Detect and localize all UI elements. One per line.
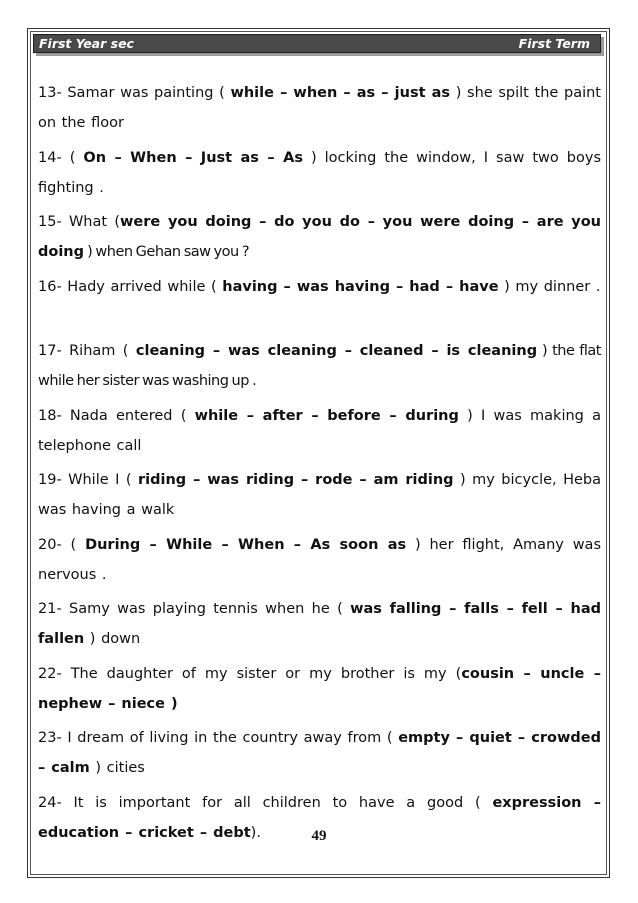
question-options: During – While – When – As soon as xyxy=(85,536,407,553)
question-17 xyxy=(38,336,601,401)
question-13 xyxy=(38,78,601,143)
question-text-end: ) down xyxy=(84,631,141,647)
question-options: empty – quiet – crowded – calm xyxy=(38,730,601,776)
question-23 xyxy=(38,723,601,788)
question-options: having – was having – had – have xyxy=(222,278,499,295)
question-text-end: ). xyxy=(250,824,261,841)
question-16 xyxy=(38,272,601,337)
question-options: cousin – uncle – nephew – niece ) xyxy=(38,665,601,712)
question-text-end: ) my dinner . xyxy=(498,278,601,295)
header-bar xyxy=(33,34,601,53)
question-text: 19- While I ( xyxy=(38,472,138,488)
question-text-end: ) I was making a telephone call xyxy=(38,407,601,454)
question-options: On – When – Just as – As xyxy=(83,149,303,166)
question-text: 21- Samy was playing tennis when he ( xyxy=(38,601,351,617)
header-year-label: First Year sec xyxy=(39,36,134,51)
question-options: were you doing – do you do – you were doing – are you doing xyxy=(38,214,602,260)
question-text-end: ) the flat while her sister was washing up . xyxy=(38,343,601,389)
question-options: cleaning – was cleaning – cleaned – is cleaning xyxy=(135,343,538,359)
question-text: 14- ( xyxy=(38,149,84,166)
question-15 xyxy=(38,207,601,272)
questions-list xyxy=(38,78,601,852)
question-options: while – after – before – during xyxy=(194,407,459,424)
question-text: 22- The daughter of my sister or my brother is my ( xyxy=(38,665,462,682)
question-options: expression – education – cricket – debt xyxy=(38,794,602,841)
question-text-end: ) locking the window, I saw two boys fighting . xyxy=(38,149,602,196)
question-14 xyxy=(38,143,601,208)
header-term-label: First Term xyxy=(518,36,590,51)
question-18 xyxy=(38,401,601,466)
question-text: 16- Hady arrived while ( xyxy=(38,278,223,295)
question-text: 24- It is important for all children to have a good ( xyxy=(38,794,493,811)
question-text: 20- ( xyxy=(38,536,86,553)
question-text: 23- I dream of living in the country away from ( xyxy=(38,730,399,746)
question-19 xyxy=(38,465,601,530)
question-text: 15- What ( xyxy=(38,214,121,230)
question-text: 17- Riham ( xyxy=(38,343,136,359)
question-22 xyxy=(38,659,601,724)
page-number: 49 xyxy=(311,828,327,844)
question-text-end: ) cities xyxy=(89,760,145,776)
question-text: 18- Nada entered ( xyxy=(38,407,195,424)
question-text-end: ) my bicycle, Heba was having a walk xyxy=(38,472,602,518)
question-text: 13- Samar was painting ( xyxy=(38,85,231,101)
question-text-end: ) when Gehan saw you ? xyxy=(84,244,250,260)
question-text-end: ) her flight, Amany was nervous . xyxy=(38,536,601,583)
question-options: while – when – as – just as xyxy=(230,85,451,101)
question-text-end: ) she spilt the paint on the floor xyxy=(38,85,601,131)
question-21 xyxy=(38,594,601,659)
question-options: riding – was riding – rode – am riding xyxy=(138,472,454,488)
question-20 xyxy=(38,530,601,595)
question-options: was falling – falls – fell – had fallen xyxy=(38,601,601,647)
